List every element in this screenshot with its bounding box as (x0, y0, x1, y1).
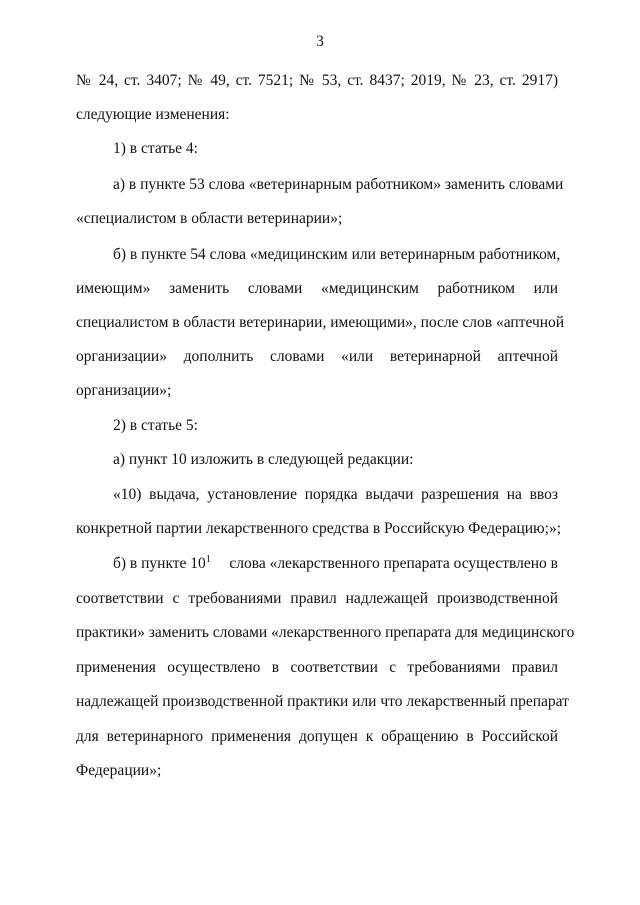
text-line: применения осуществлено в соответствии с требованиями правил (76, 659, 558, 676)
text-line: следующие изменения: (76, 106, 230, 123)
text-line: организации» дополнить словами «или ветеринарной аптечной (76, 348, 558, 365)
text-line: а) пункт 10 изложить в следующей редакции: (113, 451, 414, 468)
superscript: 1 (205, 554, 211, 565)
text-fragment: б) в пункте 10 (113, 555, 206, 572)
text-line: а) в пункте 53 слова «ветеринарным работником» заменить словами (113, 176, 564, 193)
text-line: конкретной партии лекарственного средства в Российскую Федерацию;»; (76, 520, 562, 537)
text-line-with-superscript (113, 553, 558, 575)
text-line: соответствии с требованиями правил надлежащей производственной (76, 590, 558, 607)
text-line: Федерации»; (76, 762, 162, 779)
list-item-heading: 2) в статье 5: (113, 417, 198, 434)
text-line: имеющим» заменить словами «медицинским работником или (76, 280, 558, 297)
text-line: «10) выдача, установление порядка выдачи разрешения на ввоз (113, 486, 558, 503)
text-line: специалистом в области ветеринарии, имеющими», после слов «аптечной (76, 314, 565, 331)
text-fragment (113, 553, 211, 575)
text-line: надлежащей производственной практики или что лекарственный препарат (76, 693, 569, 710)
text-fragment: слова «лекарственного препарата осуществлено в (225, 555, 558, 572)
text-line: практики» заменить словами «лекарственного препарата для медицинского (76, 624, 575, 641)
page-number: 3 (316, 33, 324, 50)
text-line: «специалистом в области ветеринарии»; (76, 210, 343, 227)
text-line: организации»; (76, 382, 172, 399)
text-line: для ветеринарного применения допущен к обращению в Российской (76, 728, 558, 745)
text-line: б) в пункте 54 слова «медицинским или ветеринарным работником, (113, 246, 561, 263)
list-item-heading: 1) в статье 4: (113, 140, 198, 157)
text-line: № 24, ст. 3407; № 49, ст. 7521; № 53, ст. 8437; 2019, № 23, ст. 2917) (76, 72, 558, 89)
